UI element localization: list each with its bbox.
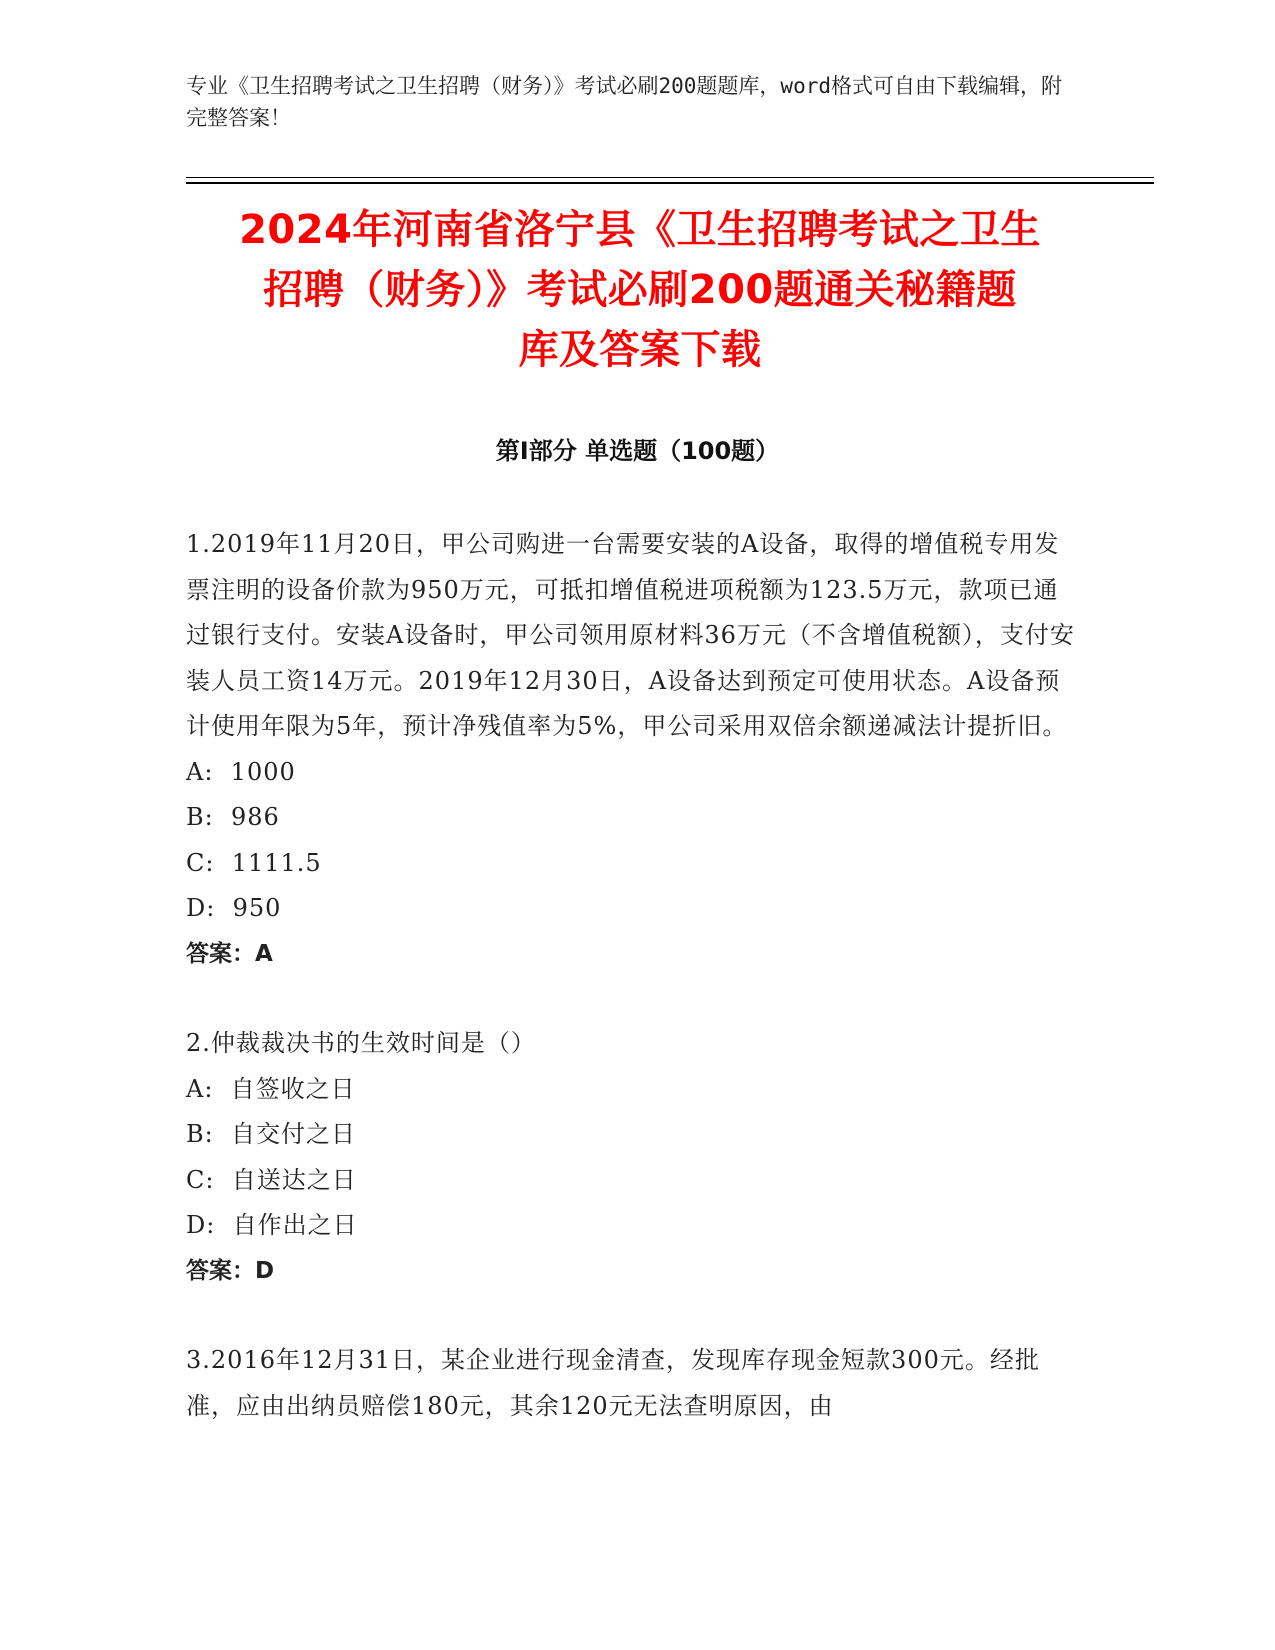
option-a: A: 1000 <box>186 757 296 786</box>
answer: 答案：A <box>186 940 273 967</box>
option-b: B: 自交付之日 <box>186 1120 356 1148</box>
option-a: A: 自签收之日 <box>186 1074 356 1103</box>
header-divider-thin <box>186 177 1154 178</box>
question-stem: 1.2019年11月20日，甲公司购进一台需要安装的A设备，取得的增值税专用发票注明的设备价款为950万元，可抵扣增值税进项税额为123.5万元，款项已通过银行支付。安装A设备时，甲公司领用原材料36万元（不含增值税额），支付安装人员工资14万元。2019年12月30日，A设备达到预定可使用状态。A设备预计使用年限为5年，预计净残值率为5%，甲公司采用双倍余额递减法计提折旧。 <box>186 530 1075 740</box>
header-divider-thick <box>186 182 1154 184</box>
section-title: 第Ⅰ部分 单选题（100题） <box>495 437 780 465</box>
title-line-2: 招聘（财务）》考试必刷200题通关秘籍题 <box>263 267 1017 313</box>
question-list <box>186 522 1076 1429</box>
option-d: D: 自作出之日 <box>186 1211 358 1239</box>
question-spacer <box>186 1294 1076 1338</box>
question-3 <box>186 1338 1076 1429</box>
answer: 答案：D <box>186 1257 275 1284</box>
header-note: 专业《卫生招聘考试之卫生招聘（财务）》考试必刷200题题库，word格式可自由下载编辑，附完整答案！ <box>186 74 1062 130</box>
document-title <box>160 200 1120 380</box>
option-d: D: 950 <box>186 894 282 922</box>
question-2 <box>186 1021 1076 1294</box>
question-1 <box>186 522 1076 977</box>
question-spacer <box>186 977 1076 1021</box>
option-c: C: 1111.5 <box>186 848 322 877</box>
question-stem: 3.2016年12月31日，某企业进行现金清查，发现库存现金短款300元。经批准，应由出纳员赔偿180元，其余120元无法查明原因，由 <box>186 1346 1040 1420</box>
option-c: C: 自送达之日 <box>186 1165 357 1194</box>
title-line-1: 2024年河南省洛宁县《卫生招聘考试之卫生 <box>239 207 1041 253</box>
option-b: B: 986 <box>186 803 280 831</box>
title-line-3: 库及答案下载 <box>518 327 762 373</box>
question-stem: 2.仲裁裁决书的生效时间是（） <box>186 1029 536 1057</box>
